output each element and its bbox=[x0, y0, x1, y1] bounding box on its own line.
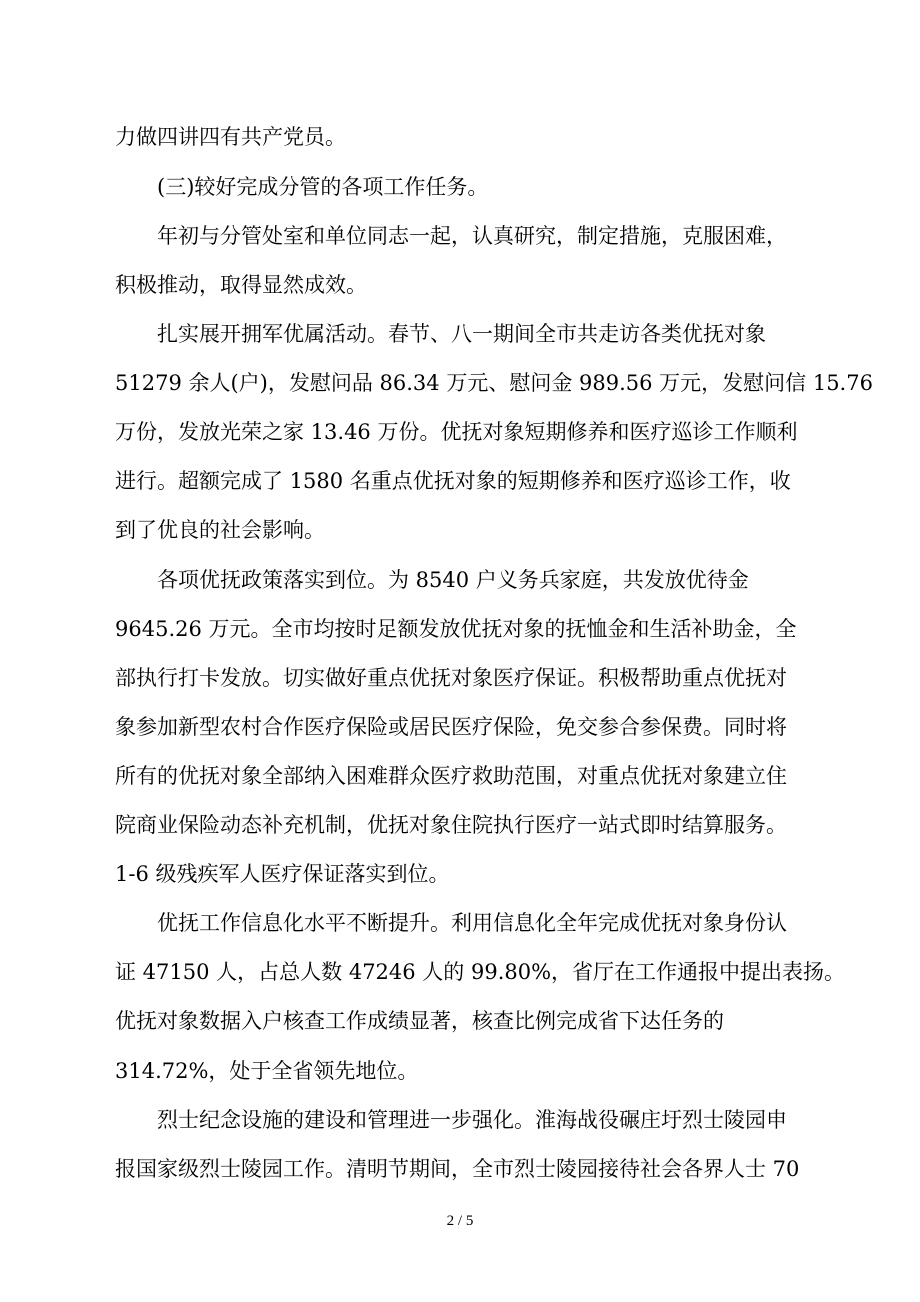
text-line: 证 47150 人，占总人数 47246 人的 99.80%，省厅在工作通报中提出表扬。 bbox=[115, 960, 846, 984]
text-line: 院商业保险动态补充机制，优抚对象住院执行医疗一站式即时结算服务。 bbox=[115, 813, 787, 837]
text-line: 51279 余人(户)，发慰问品 86.34 万元、慰问金 989.56 万元，发慰问信 15.76 bbox=[115, 371, 873, 395]
text-line: 进行。超额完成了 1580 名重点优抚对象的短期修养和医疗巡诊工作，收 bbox=[115, 469, 791, 493]
text-line: 部执行打卡发放。切实做好重点优抚对象医疗保证。积极帮助重点优抚对 bbox=[115, 666, 787, 690]
text-line: 万份，发放光荣之家 13.46 万份。优抚对象短期修养和医疗巡诊工作顺利 bbox=[115, 420, 798, 444]
section-heading: (三)较好完成分管的各项工作任务。 bbox=[157, 175, 489, 199]
text-line: 各项优抚政策落实到位。为 8540 户义务兵家庭，共发放优待金 bbox=[157, 568, 749, 592]
text-line: 扎实展开拥军优属活动。春节、八一期间全市共走访各类优抚对象 bbox=[157, 322, 766, 346]
text-line: 优抚对象数据入户核查工作成绩显著，核查比例完成省下达任务的 bbox=[115, 1009, 724, 1033]
text-line: 报国家级烈士陵园工作。清明节期间，全市烈士陵园接待社会各界人士 70 bbox=[115, 1157, 800, 1181]
text-line: 9645.26 万元。全市均按时足额发放优抚对象的抚恤金和生活补助金，全 bbox=[115, 617, 797, 641]
text-line: 所有的优抚对象全部纳入困难群众医疗救助范围，对重点优抚对象建立住 bbox=[115, 764, 787, 788]
text-line: 314.72%，处于全省领先地位。 bbox=[115, 1059, 419, 1083]
text-line: 象参加新型农村合作医疗保险或居民医疗保险，免交参合参保费。同时将 bbox=[115, 715, 787, 739]
text-line: 1-6 级残疾军人医疗保证落实到位。 bbox=[115, 862, 450, 886]
text-line: 到了优良的社会影响。 bbox=[115, 518, 325, 542]
page-number: 2 / 5 bbox=[446, 1213, 474, 1229]
text-line: 力做四讲四有共产党员。 bbox=[115, 125, 346, 149]
text-line: 积极推动，取得显然成效。 bbox=[115, 273, 367, 297]
text-line: 年初与分管处室和单位同志一起，认真研究，制定措施，克服困难， bbox=[157, 224, 787, 248]
text-line: 烈士纪念设施的建设和管理进一步强化。淮海战役碾庄圩烈士陵园申 bbox=[157, 1108, 787, 1132]
text-line: 优抚工作信息化水平不断提升。利用信息化全年完成优抚对象身份认 bbox=[157, 911, 787, 935]
